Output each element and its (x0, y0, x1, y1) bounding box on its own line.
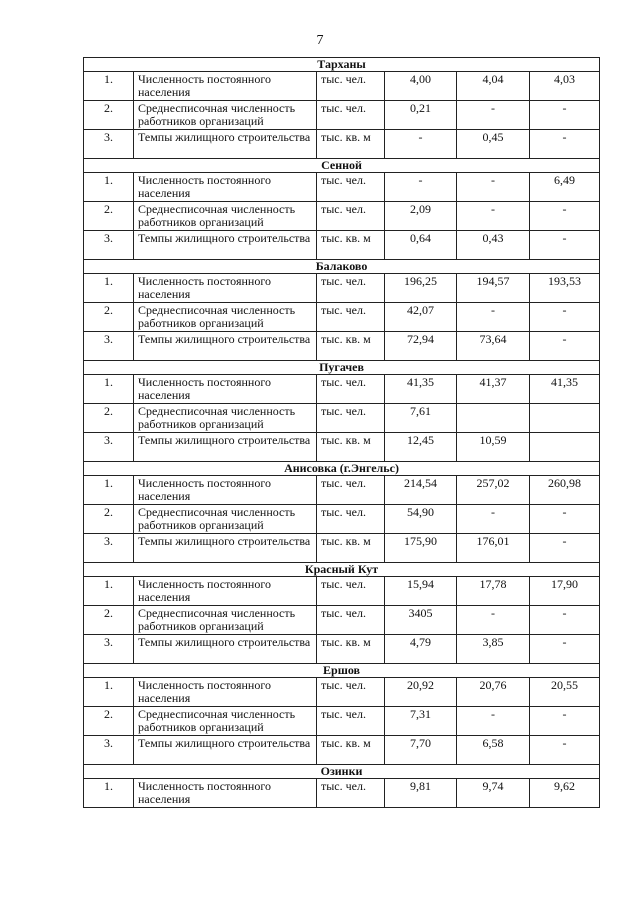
value-cell-3: - (530, 303, 600, 332)
indicator-cell: Численность постоянного населения (134, 173, 317, 202)
table-row (84, 332, 600, 361)
value-cell-2: - (457, 505, 530, 534)
unit-cell: тыс. чел. (317, 274, 385, 303)
row-number-cell: 2. (84, 606, 134, 635)
section-title: Тарханы (84, 58, 600, 72)
row-number-cell: 1. (84, 476, 134, 505)
value-cell-3: - (530, 505, 600, 534)
value-cell-2: - (457, 101, 530, 130)
row-number-cell: 1. (84, 274, 134, 303)
value-cell-2: 4,04 (457, 72, 530, 101)
section-header-row (84, 159, 600, 173)
unit-cell: тыс. кв. м (317, 736, 385, 765)
value-cell-2: 17,78 (457, 577, 530, 606)
section-title: Балаково (84, 260, 600, 274)
value-cell-1: 15,94 (385, 577, 457, 606)
value-cell-3: - (530, 707, 600, 736)
indicator-cell: Численность постоянного населения (134, 274, 317, 303)
indicator-cell: Темпы жилищного строительства (134, 635, 317, 664)
value-cell-1: 4,00 (385, 72, 457, 101)
indicator-cell: Среднесписочная численность работников организаций (134, 202, 317, 231)
indicator-cell: Численность постоянного населения (134, 577, 317, 606)
unit-cell: тыс. чел. (317, 303, 385, 332)
value-cell-2: 9,74 (457, 779, 530, 808)
value-cell-3: 9,62 (530, 779, 600, 808)
value-cell-1: 7,31 (385, 707, 457, 736)
table-row (84, 231, 600, 260)
value-cell-2: 194,57 (457, 274, 530, 303)
statistics-table (83, 57, 600, 808)
value-cell-2: 0,43 (457, 231, 530, 260)
indicator-cell: Среднесписочная численность работников организаций (134, 101, 317, 130)
unit-cell: тыс. чел. (317, 375, 385, 404)
table-row (84, 779, 600, 808)
indicator-cell: Темпы жилищного строительства (134, 433, 317, 462)
indicator-cell: Численность постоянного населения (134, 476, 317, 505)
value-cell-3: 193,53 (530, 274, 600, 303)
value-cell-2: 0,45 (457, 130, 530, 159)
value-cell-3: - (530, 332, 600, 361)
row-number-cell: 1. (84, 173, 134, 202)
unit-cell: тыс. чел. (317, 173, 385, 202)
unit-cell: тыс. чел. (317, 101, 385, 130)
section-title: Пугачев (84, 361, 600, 375)
indicator-cell: Среднесписочная численность работников организаций (134, 303, 317, 332)
table-body (84, 58, 600, 808)
unit-cell: тыс. чел. (317, 404, 385, 433)
table-row (84, 202, 600, 231)
value-cell-2: - (457, 173, 530, 202)
row-number-cell: 1. (84, 678, 134, 707)
value-cell-1: 9,81 (385, 779, 457, 808)
unit-cell: тыс. чел. (317, 72, 385, 101)
value-cell-2: 6,58 (457, 736, 530, 765)
value-cell-1: 72,94 (385, 332, 457, 361)
unit-cell: тыс. кв. м (317, 433, 385, 462)
row-number-cell: 3. (84, 736, 134, 765)
table-row (84, 534, 600, 563)
value-cell-3: - (530, 635, 600, 664)
table-row (84, 606, 600, 635)
value-cell-3: 41,35 (530, 375, 600, 404)
section-header-row (84, 58, 600, 72)
value-cell-1: 42,07 (385, 303, 457, 332)
table-row (84, 707, 600, 736)
section-header-row (84, 664, 600, 678)
table-row (84, 375, 600, 404)
value-cell-2: 257,02 (457, 476, 530, 505)
value-cell-3 (530, 433, 600, 462)
unit-cell: тыс. кв. м (317, 534, 385, 563)
indicator-cell: Численность постоянного населения (134, 72, 317, 101)
indicator-cell: Численность постоянного населения (134, 375, 317, 404)
value-cell-1: 54,90 (385, 505, 457, 534)
value-cell-2: - (457, 707, 530, 736)
unit-cell: тыс. чел. (317, 779, 385, 808)
value-cell-2: 10,59 (457, 433, 530, 462)
value-cell-2: - (457, 303, 530, 332)
row-number-cell: 1. (84, 779, 134, 808)
indicator-cell: Численность постоянного населения (134, 779, 317, 808)
page-number: 7 (316, 33, 324, 48)
unit-cell: тыс. чел. (317, 606, 385, 635)
unit-cell: тыс. чел. (317, 476, 385, 505)
unit-cell: тыс. чел. (317, 505, 385, 534)
value-cell-1: - (385, 173, 457, 202)
value-cell-1: 20,92 (385, 678, 457, 707)
row-number-cell: 2. (84, 202, 134, 231)
value-cell-3 (530, 404, 600, 433)
unit-cell: тыс. кв. м (317, 635, 385, 664)
row-number-cell: 1. (84, 577, 134, 606)
indicator-cell: Среднесписочная численность работников организаций (134, 404, 317, 433)
section-header-row (84, 260, 600, 274)
value-cell-2: 41,37 (457, 375, 530, 404)
table-row (84, 678, 600, 707)
value-cell-2 (457, 404, 530, 433)
value-cell-1: 7,61 (385, 404, 457, 433)
table-row (84, 635, 600, 664)
unit-cell: тыс. чел. (317, 678, 385, 707)
value-cell-3: 4,03 (530, 72, 600, 101)
value-cell-2: 176,01 (457, 534, 530, 563)
table-row (84, 303, 600, 332)
table-row (84, 72, 600, 101)
value-cell-2: 3,85 (457, 635, 530, 664)
value-cell-3: 17,90 (530, 577, 600, 606)
section-header-row (84, 462, 600, 476)
value-cell-3: - (530, 736, 600, 765)
table-row (84, 505, 600, 534)
section-title: Анисовка (г.Энгельс) (84, 462, 600, 476)
unit-cell: тыс. кв. м (317, 332, 385, 361)
row-number-cell: 3. (84, 231, 134, 260)
indicator-cell: Темпы жилищного строительства (134, 332, 317, 361)
table-row (84, 173, 600, 202)
row-number-cell: 3. (84, 130, 134, 159)
value-cell-3: - (530, 534, 600, 563)
value-cell-1: - (385, 130, 457, 159)
value-cell-3: - (530, 101, 600, 130)
indicator-cell: Темпы жилищного строительства (134, 534, 317, 563)
row-number-cell: 2. (84, 303, 134, 332)
section-header-row (84, 765, 600, 779)
indicator-cell: Темпы жилищного строительства (134, 130, 317, 159)
value-cell-1: 12,45 (385, 433, 457, 462)
value-cell-2: 20,76 (457, 678, 530, 707)
value-cell-1: 196,25 (385, 274, 457, 303)
row-number-cell: 3. (84, 433, 134, 462)
value-cell-3: - (530, 202, 600, 231)
row-number-cell: 1. (84, 72, 134, 101)
unit-cell: тыс. кв. м (317, 130, 385, 159)
value-cell-1: 4,79 (385, 635, 457, 664)
row-number-cell: 3. (84, 635, 134, 664)
row-number-cell: 2. (84, 707, 134, 736)
row-number-cell: 1. (84, 375, 134, 404)
value-cell-3: 6,49 (530, 173, 600, 202)
indicator-cell: Среднесписочная численность работников организаций (134, 606, 317, 635)
value-cell-1: 3405 (385, 606, 457, 635)
row-number-cell: 2. (84, 404, 134, 433)
section-header-row (84, 563, 600, 577)
value-cell-1: 0,21 (385, 101, 457, 130)
section-header-row (84, 361, 600, 375)
table-row (84, 404, 600, 433)
table-row (84, 577, 600, 606)
value-cell-3: - (530, 231, 600, 260)
table-row (84, 130, 600, 159)
unit-cell: тыс. кв. м (317, 231, 385, 260)
section-title: Красный Кут (84, 563, 600, 577)
value-cell-1: 2,09 (385, 202, 457, 231)
table-row (84, 736, 600, 765)
row-number-cell: 3. (84, 534, 134, 563)
indicator-cell: Среднесписочная численность работников организаций (134, 707, 317, 736)
table-row (84, 433, 600, 462)
indicator-cell: Численность постоянного населения (134, 678, 317, 707)
value-cell-3: 20,55 (530, 678, 600, 707)
indicator-cell: Темпы жилищного строительства (134, 231, 317, 260)
indicator-cell: Темпы жилищного строительства (134, 736, 317, 765)
unit-cell: тыс. чел. (317, 577, 385, 606)
value-cell-1: 41,35 (385, 375, 457, 404)
row-number-cell: 2. (84, 101, 134, 130)
table-row (84, 101, 600, 130)
value-cell-2: 73,64 (457, 332, 530, 361)
table-row (84, 476, 600, 505)
row-number-cell: 2. (84, 505, 134, 534)
value-cell-1: 7,70 (385, 736, 457, 765)
section-title: Сенной (84, 159, 600, 173)
value-cell-3: - (530, 606, 600, 635)
value-cell-3: - (530, 130, 600, 159)
indicator-cell: Среднесписочная численность работников организаций (134, 505, 317, 534)
value-cell-3: 260,98 (530, 476, 600, 505)
unit-cell: тыс. чел. (317, 202, 385, 231)
row-number-cell: 3. (84, 332, 134, 361)
unit-cell: тыс. чел. (317, 707, 385, 736)
value-cell-1: 175,90 (385, 534, 457, 563)
section-title: Озинки (84, 765, 600, 779)
value-cell-1: 214,54 (385, 476, 457, 505)
section-title: Ершов (84, 664, 600, 678)
value-cell-2: - (457, 202, 530, 231)
value-cell-2: - (457, 606, 530, 635)
table-row (84, 274, 600, 303)
value-cell-1: 0,64 (385, 231, 457, 260)
